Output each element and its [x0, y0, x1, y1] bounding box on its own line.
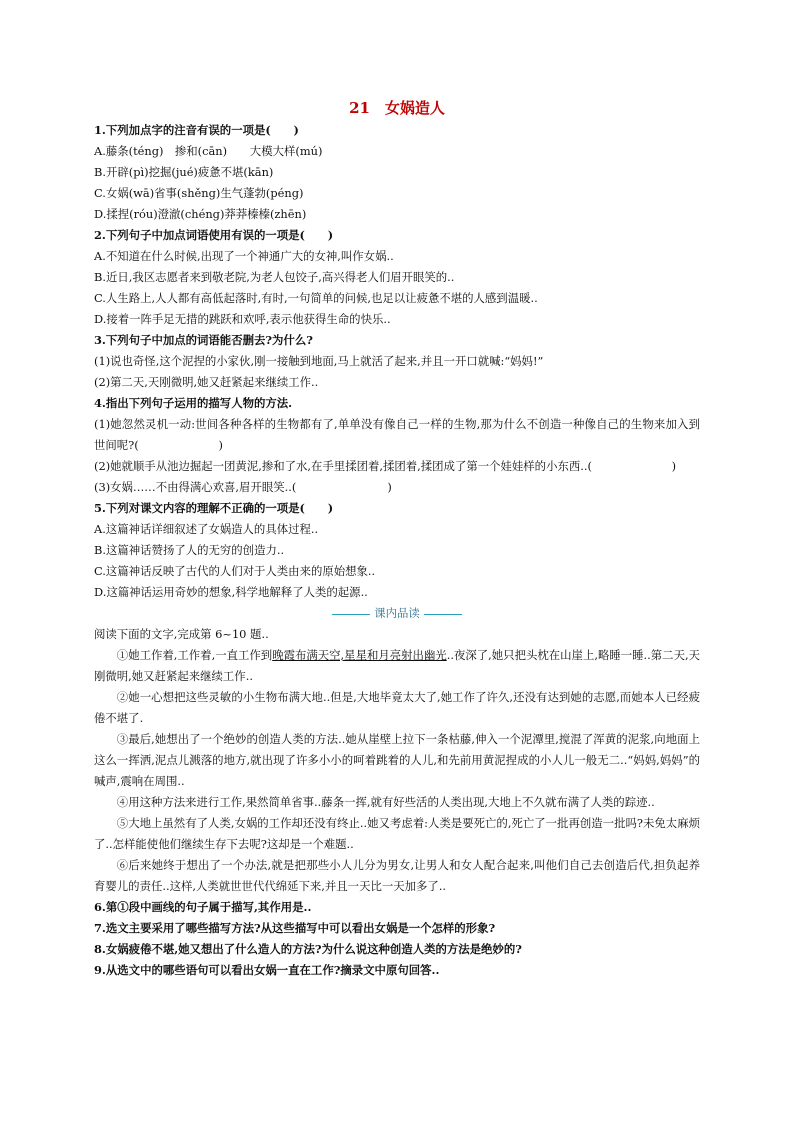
question-4-item-2: (2)她就顺手从池边掘起一团黄泥,掺和了水,在手里揉团着,揉团着,揉团成了第一个娃娃样的小东西..( ) — [94, 459, 677, 473]
question-1-option-d: D.揉捏(róu)澄澈(chéng)莽莽榛榛(zhēn) — [94, 207, 307, 221]
question-1-option-a: A.藤条(téng) 掺和(cān) 大模大样(mú) — [94, 144, 323, 158]
page-title: 21 女娲造人 — [349, 99, 445, 117]
question-7: 7.选文主要采用了哪些描写方法?从这些描写中可以看出女娲是一个怎样的形象? — [94, 921, 496, 935]
question-1-option-b: B.开辟(pì)挖掘(jué)疲惫不堪(kān) — [94, 165, 274, 179]
question-2-stem: 2.下列句子中加点词语使用有误的一项是( ) — [94, 228, 334, 242]
question-1-option-c: C.女娲(wā)省事(shěng)生气蓬勃(péng) — [94, 186, 304, 200]
reading-paragraph-3: ③最后,她想出了一个绝妙的创造人类的方法..她从崖壁上拉下一条枯藤,伸入一个泥潭里,搅混了浑黄的泥浆,向地面上这么一挥洒,泥点儿溅落的地方,就出现了许多小小的呵着跳着的人儿,和先前用黄泥捏成的小人儿一般无二..“妈妈,妈妈”的喊声,震响在周围.. — [94, 732, 700, 788]
reading-paragraph-4: ④用这种方法来进行工作,果然简单省事..藤条一挥,就有好些活的人类出现,大地上不久就布满了人类的踪迹.. — [116, 795, 655, 809]
worksheet-page — [94, 96, 700, 981]
question-5-option-c: C.这篇神话反映了古代的人们对于人类由来的原始想象.. — [94, 564, 376, 578]
underlined-sentence: 晚霞布满天空,星星和月亮射出幽光 — [272, 648, 447, 662]
paragraph-1-end: ..夜深了,她只把头枕在山崖上,略睡一睡..第二天,天刚微明,她又赶紧起来继续工作.. — [94, 648, 700, 683]
question-2-option-a: A.不知道在什么时候,出现了一个神通广大的女神,叫作女娲.. — [94, 249, 394, 263]
question-1-stem: 1.下列加点字的注音有误的一项是( ) — [94, 123, 299, 137]
reading-paragraph-1 — [94, 645, 700, 687]
section-title-text: 课内品读 — [374, 606, 420, 620]
question-4-item-1: (1)她忽然灵机一动:世间各种各样的生物都有了,单单没有像自己一样的生物,那为什么不创造一种像自己的生物来加入到世间呢?( ) — [94, 417, 700, 452]
question-3-item-2: (2)第二天,天刚微明,她又赶紧起来继续工作.. — [94, 375, 319, 389]
question-2-option-c: C.人生路上,人人都有高低起落时,有时,一句简单的问候,也足以让疲惫不堪的人感到温暖.. — [94, 291, 538, 305]
question-6: 6.第①段中画线的句子属于描写,其作用是.. — [94, 900, 312, 914]
question-8: 8.女娲疲倦不堪,她又想出了什么造人的方法?为什么说这种创造人类的方法是绝妙的? — [94, 942, 522, 956]
question-5-stem: 5.下列对课文内容的理解不正确的一项是( ) — [94, 501, 334, 515]
question-5-option-d: D.这篇神话运用奇妙的想象,科学地解释了人类的起源.. — [94, 585, 368, 599]
section-rule-right — [424, 614, 462, 615]
section-header — [94, 603, 700, 624]
reading-paragraph-2: ②她一心想把这些灵敏的小生物布满大地..但是,大地毕竟太大了,她工作了许久,还没有达到她的志愿,而她本人已经疲倦不堪了. — [94, 690, 700, 725]
question-9: 9.从选文中的哪些语句可以看出女娲一直在工作?摘录文中原句回答.. — [94, 963, 440, 977]
question-2-option-d: D.接着一阵手足无措的跳跃和欢呼,表示他获得生命的快乐.. — [94, 312, 391, 326]
question-4-stem: 4.指出下列句子运用的描写人物的方法. — [94, 396, 293, 410]
paragraph-1-start: ①她工作着,工作着,一直工作到 — [116, 648, 273, 662]
reading-paragraph-5: ⑤大地上虽然有了人类,女娲的工作却还没有终止..她又考虑着:人类是要死亡的,死亡了一批再创造一批吗?未免太麻烦了..怎样能使他们继续生存下去呢?这却是一个难题.. — [94, 816, 700, 851]
question-3-item-1: (1)说也奇怪,这个泥捏的小家伙,刚一接触到地面,马上就活了起来,并且一开口就喊:“妈妈!” — [94, 354, 544, 368]
question-3-stem: 3.下列句子中加点的词语能否删去?为什么? — [94, 333, 313, 347]
reading-paragraph-6: ⑥后来她终于想出了一个办法,就是把那些小人儿分为男女,让男人和女人配合起来,叫他们自己去创造后代,担负起养育婴儿的责任..这样,人类就世世代代绵延下来,并且一天比一天加多了.. — [94, 858, 700, 893]
question-2-option-b: B.近日,我区志愿者来到敬老院,为老人包饺子,高兴得老人们眉开眼笑的.. — [94, 270, 455, 284]
section-rule-left — [332, 614, 370, 615]
question-5-option-b: B.这篇神话赞扬了人的无穷的创造力.. — [94, 543, 285, 557]
question-5-option-a: A.这篇神话详细叙述了女娲造人的具体过程.. — [94, 522, 319, 536]
reading-intro: 阅读下面的文字,完成第 6~10 题.. — [94, 627, 269, 641]
question-4-item-3: (3)女娲……不由得满心欢喜,眉开眼笑..( ) — [94, 480, 392, 494]
